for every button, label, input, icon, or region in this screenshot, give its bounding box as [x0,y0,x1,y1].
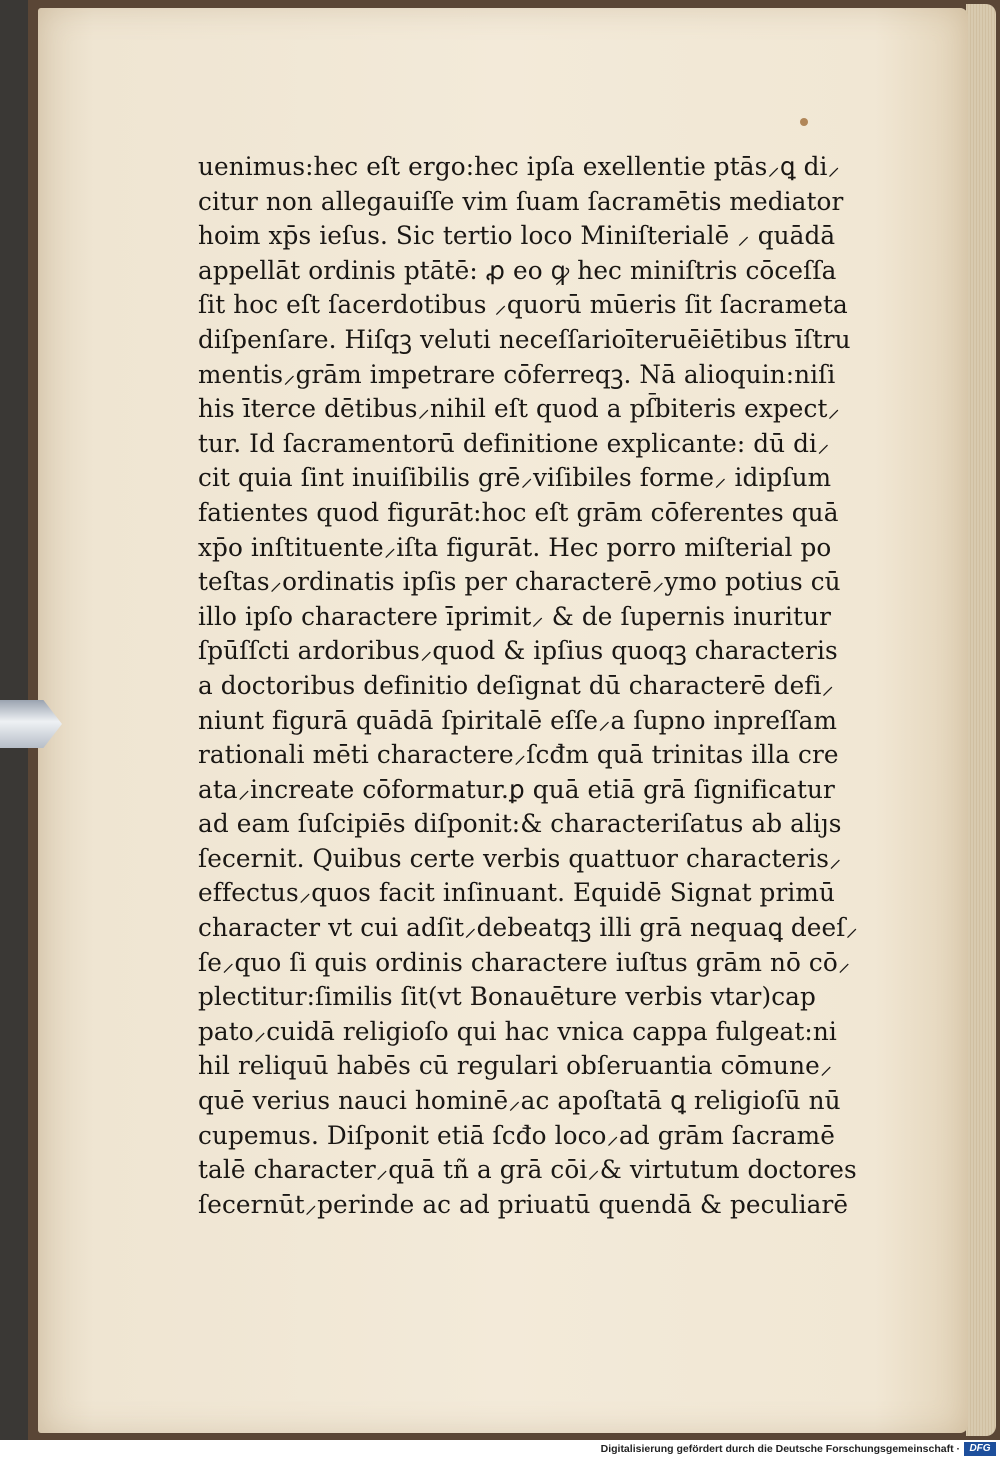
text-line: ſe⸝quo ſi quis ordinis charactere iuſtus grām nō cō⸝ [198,947,851,977]
dfg-logo[interactable]: DFG [964,1442,996,1456]
text-line: illo ipſo charactere īprimit⸝ & de ſupernis inuritur [198,601,832,631]
text-line: talē character⸝quā tñ a grā cōi⸝& virtutum doctores [198,1155,857,1185]
text-line: cupemus. Diſponit etiā ſcđo loco⸝ad grām ſacramē [198,1120,835,1150]
text-line: a doctoribus definitio deſignat dū characterē defi⸝ [198,670,835,700]
text-line: mentis⸝grām impetrare cōferreqꝫ. Nā alioquin:niſi [198,359,836,389]
text-line: quē verius nauci hominē⸝ac apoſtatā ꝗ religioſū nū [198,1086,841,1116]
text-line: niunt figurā quādā ſpiritalē eſſe⸝a ſupno inpreſſam [198,705,837,735]
text-block [198,150,918,1222]
text-line: hil reliquū habēs cū regulari obſeruantia cōmune⸝ [198,1051,833,1081]
text-line: ata⸝increate cōformatur.ꝑ quā etiā grā ſignificatur [198,774,835,804]
text-line: teſtas⸝ordinatis ipſis per characterē⸝ymo potius cū [198,567,841,597]
text-line: fatientes quod figurāt:hoc eſt grām cōferentes quā [198,497,839,527]
text-line: plectitur:ſimilis ſit(vt Bonauēture verbis vtar)cap [198,982,816,1012]
text-line: cit quia ſint inuiſibilis grē⸝viſibiles forme⸝ idipſum [198,463,832,493]
text-line: his īterce dētibus⸝nihil eſt quod a pſ̄biteris expect⸝ [198,394,840,424]
text-line: ſecernit. Quibus certe verbis quattuor characteris⸝ [198,843,842,873]
text-line: tur. Id ſacramentorū definitione explicante: dū di⸝ [198,428,830,458]
text-line: pato⸝cuidā religioſo qui hac vnica cappa fulgeat:ni [198,1016,837,1046]
text-line: uenimus:hec eſt ergo:hec ipſa exellentie ptās⸝ꝗ di⸝ [198,152,840,181]
text-line: appellāt ordinis ptātē: ꝓ eo ꝙ hec miniſtris cōceſſa [198,255,837,285]
text-line: rationali mēti charactere⸝ſcđm quā trinitas illa cre [198,740,839,770]
text-line: effectus⸝quos facit inſinuant. Equidē Signat primū [198,878,835,908]
funding-credit: Digitalisierung gefördert durch die Deutsche Forschungsgemeinschaft · [600,1443,960,1455]
text-line: citur non allegauiſſe vim ſuam ſacramētis mediator [198,186,844,216]
text-line: ſit hoc eſt ſacerdotibus ⸝quorū mūeris ſit ſacrameta [198,290,848,320]
text-line: ſpūſſcti ardoribus⸝quod & ipſius quoqꝫ characteris [198,636,838,666]
text-line: hoim xp̄s ieſus. Sic tertio loco Miniſterialē ⸝ quādā [198,221,836,251]
footer-bar [0,1440,1000,1458]
text-line: ad eam ſuſcipiēs diſponit:& characteriſatus ab aliȷs [198,809,842,839]
page-fore-edge [966,4,996,1436]
text-line: diſpenſare. Hiſqꝫ veluti neceſſarioīteruēiētibus īſtru [198,324,851,354]
text-line: xp̄o inſtituente⸝iſta figurāt. Hec porro miſterial po [198,532,832,562]
paper-speck [800,118,808,126]
text-line: ſecernūt⸝perinde ac ad priuatū quendā & peculiarē [198,1189,849,1219]
text-line: character vt cui adſit⸝debeatqꝫ illi grā nequaꝗ deeſ⸝ [198,913,858,943]
